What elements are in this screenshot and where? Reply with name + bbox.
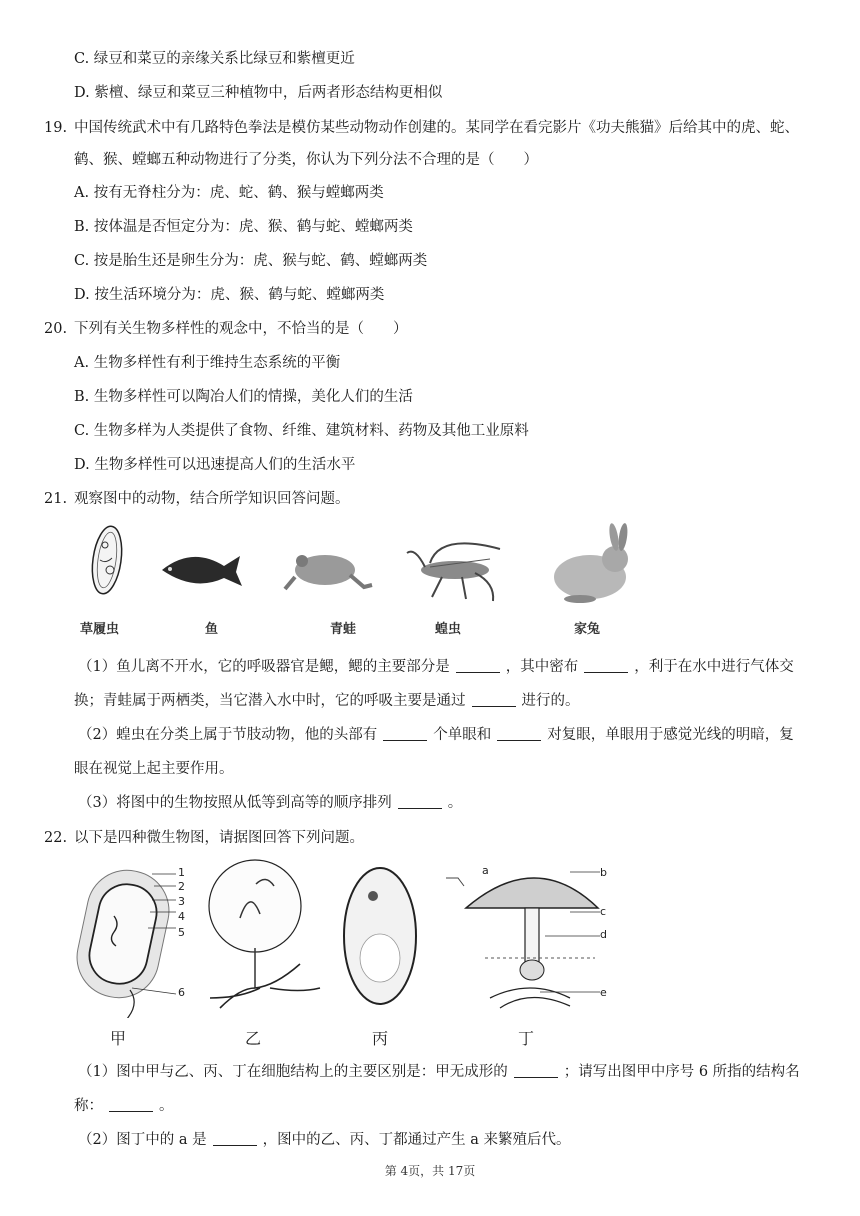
- q21-sub2-line2: 眼在视觉上起主要作用。: [74, 761, 234, 777]
- answer-blank[interactable]: [456, 658, 500, 673]
- answer-blank[interactable]: [497, 726, 541, 741]
- frog-drawing: [285, 555, 372, 589]
- mushroom-mark: d: [600, 928, 607, 941]
- bacteria-mark: 6: [178, 986, 185, 999]
- mushroom-drawing: [446, 872, 600, 1008]
- q21-sub1-line2: 换；青蛙属于两栖类，当它潜入水中时，它的呼吸主要是通过 进行的。: [74, 693, 580, 709]
- q22-sub2: （2）图丁中的 a 是 ，图中的乙、丙、丁都通过产生 a 来繁殖后代。: [78, 1132, 571, 1148]
- locust-drawing: [407, 543, 500, 601]
- label-rabbit: 家兔: [574, 622, 601, 637]
- q21-number: 21.: [44, 491, 68, 507]
- q19-text: 中国传统武术中有几路特色拳法是模仿某些动物动作创建的。某同学在看完影片《功夫熊猫》后给其中的虎、蛇、: [74, 120, 799, 136]
- bacteria-mark: 4: [178, 910, 185, 923]
- answer-blank[interactable]: [109, 1097, 153, 1112]
- answer-blank[interactable]: [213, 1131, 257, 1146]
- q20-text: 下列有关生物多样性的观念中，不恰当的是（ ）: [74, 321, 408, 337]
- q18-option-d: D. 紫檀、绿豆和菜豆三种植物中，后两者形态结构更相似: [74, 85, 443, 101]
- bacteria-mark: 5: [178, 926, 185, 939]
- mushroom-mark: e: [600, 986, 607, 999]
- bacterium-drawing: [70, 863, 176, 1018]
- q19-option-d: D. 按生活环境分为：虎、猴、鹤与蛇、螳螂两类: [74, 287, 385, 303]
- bacteria-mark: 2: [178, 880, 185, 893]
- mold-drawing: [209, 860, 320, 1008]
- q19-option-c: C. 按是胎生还是卵生分为：虎、猴与蛇、鹤、螳螂两类: [74, 253, 428, 269]
- mushroom-mark: c: [600, 905, 607, 918]
- q19-number: 19.: [44, 120, 68, 136]
- q20-option-b: B. 生物多样性可以陶冶人们的情操，美化人们的生活: [74, 389, 413, 405]
- mushroom-mark: b: [600, 866, 607, 879]
- answer-blank[interactable]: [383, 726, 427, 741]
- label-jia: 甲: [110, 1029, 127, 1048]
- q20-number: 20.: [44, 321, 68, 337]
- label-ding: 丁: [518, 1029, 535, 1048]
- q20-option-a: A. 生物多样性有利于维持生态系统的平衡: [74, 355, 341, 371]
- mushroom-mark: a: [482, 864, 489, 877]
- q18-option-c: C. 绿豆和菜豆的亲缘关系比绿豆和紫檀更近: [74, 51, 355, 67]
- answer-blank[interactable]: [398, 794, 442, 809]
- bacteria-mark: 3: [178, 895, 185, 908]
- q22-number: 22.: [44, 830, 68, 846]
- q21-sub2-line1: （2）蝗虫在分类上属于节肢动物，他的头部有 个单眼和 对复眼，单眼用于感觉光线的明暗，复: [78, 727, 794, 743]
- label-frog: 青蛙: [330, 622, 357, 637]
- answer-blank[interactable]: [472, 692, 516, 707]
- yeast-drawing: [344, 868, 416, 1004]
- label-fish: 鱼: [205, 622, 219, 637]
- page-footer: 第 4页，共 17页: [384, 1164, 476, 1178]
- q20-option-d: D. 生物多样性可以迅速提高人们的生活水平: [74, 457, 356, 473]
- answer-blank[interactable]: [584, 658, 628, 673]
- fish-drawing: [162, 556, 242, 586]
- paramecium-drawing: [88, 524, 125, 595]
- q22-sub1-line1: （1）图中甲与乙、丙、丁在细胞结构上的主要区别是：甲无成形的 ；请写出图甲中序号 6 所指的结构名: [78, 1064, 800, 1080]
- q20-option-c: C. 生物多样为人类提供了食物、纤维、建筑材料、药物及其他工业原料: [74, 423, 529, 439]
- q19-option-a: A. 按有无脊柱分为：虎、蛇、鹤、猴与螳螂两类: [74, 185, 384, 201]
- rabbit-drawing: [554, 523, 629, 603]
- answer-blank[interactable]: [514, 1063, 558, 1078]
- label-paramecium: 草履虫: [80, 622, 120, 637]
- label-yi: 乙: [245, 1029, 262, 1048]
- label-bing: 丙: [372, 1029, 389, 1048]
- q19-option-b: B. 按体温是否恒定分为：虎、猴、鹤与蛇、螳螂两类: [74, 219, 413, 235]
- q21-sub3: （3）将图中的生物按照从低等到高等的顺序排列 。: [78, 795, 463, 811]
- q22-sub1-line2: 称： 。: [74, 1098, 174, 1114]
- bacteria-mark: 1: [178, 866, 185, 879]
- q19-stem-line2: 鹤、猴、螳螂五种动物进行了分类，你认为下列分法不合理的是（ ）: [74, 152, 538, 168]
- q22-text: 以下是四种微生物图，请据图回答下列问题。: [74, 830, 364, 846]
- microbes-figure: [70, 858, 630, 1018]
- label-locust: 蝗虫: [435, 622, 462, 637]
- q21-sub1-line1: （1）鱼儿离不开水，它的呼吸器官是鳃，鳃的主要部分是 ，其中密布 ，利于在水中进行气体交: [78, 659, 794, 675]
- q21-text: 观察图中的动物，结合所学知识回答问题。: [74, 491, 350, 507]
